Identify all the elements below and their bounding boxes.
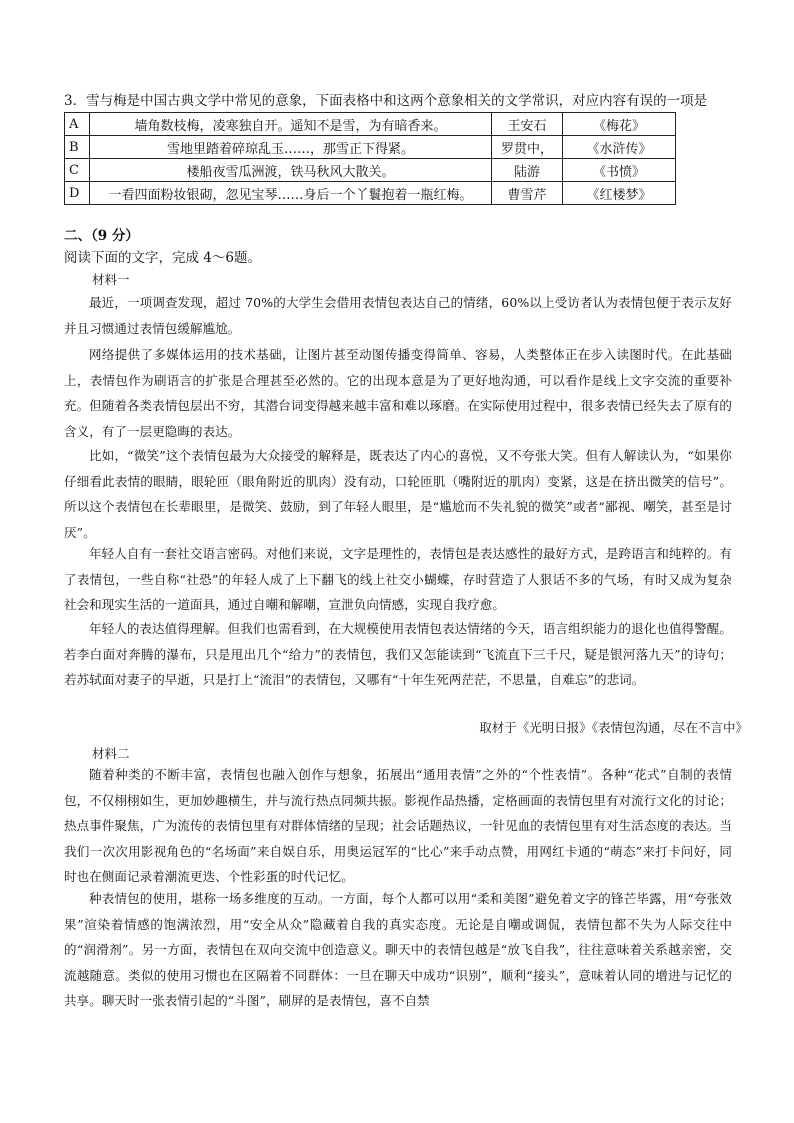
- table-row: [65, 182, 676, 205]
- row-letter: D: [65, 182, 90, 205]
- section-2-instruction: 阅读下面的文字，完成 4～6题。: [64, 250, 261, 266]
- section-2-title: 二、（9 分）: [64, 228, 139, 244]
- material-1-source: 取材于《光明日报》《表情包沟通，尽在不言中》: [479, 720, 748, 735]
- material-1-paragraph: 年轻人的表达值得理解。但我们也需看到，在大规模使用表情包表达情绪的今天，语言组织能力的退化也值得警醒。若李白面对奔腾的瀑布，只是甩出几个“给力”的表情包，我们又怎能读到“飞流直下三千尺，疑是银河落九天”的诗句；若苏轼面对妻子的早逝，只是打上“流泪”的表情包，又哪有“十年生死两茫茫，不思量，自难忘”的悲词。: [64, 621, 732, 688]
- row-verse: 一看四面粉妆银砌，忽见宝琴……身后一个丫鬟抱着一瓶红梅。: [90, 182, 492, 205]
- question-3-table: [64, 112, 676, 205]
- row-work: 《梅花》: [563, 113, 676, 136]
- material-1-paragraph: 比如，“微笑”这个表情包最为大众接受的解释是，既表达了内心的喜悦，又不夸张大笑。但有人解读认为，“如果你仔细看此表情的眼睛，眼轮匝（眼角附近的肌肉）没有动，口轮匝肌（嘴附近的肌肉）变紧，这是在挤出微笑的信号”。所以这个表情包在长辈眼里，是微笑、鼓励，到了年轻人眼里，是“尴尬而不失礼貌的微笑”或者“鄙视、嘲笑，甚至是讨厌”。: [64, 448, 732, 540]
- row-letter: A: [65, 113, 90, 136]
- row-work: 《水浒传》: [563, 136, 676, 159]
- row-verse: 墙角数枝梅，凌寒独自开。遥知不是雪，为有暗香来。: [90, 113, 492, 136]
- table-row: [65, 113, 676, 136]
- table-row: [65, 159, 676, 182]
- material-2-paragraph: 种表情包的使用，堪称一场多维度的互动。一方面，每个人都可以用“柔和美图”避免着文字的锋芒毕露，用“夸张效果”渲染着情感的饱满浓烈，用“安全从众”隐藏着自我的真实态度。无论是自嘲或调侃，表情包都不失为人际交往中的“润滑剂”。另一方面，表情包在双向交流中创造意义。聊天中的表情包越是“放飞自我”，往往意味着关系越亲密，交流越随意。类似的使用习惯也在区隔着不同群体：一旦在聊天中成功“识别”，顺利“接头”，意味着认同的增进与记忆的共享。聊天时一张表情引起的“斗图”，刷屏的是表情包，喜不自禁: [64, 891, 732, 1009]
- row-work: 《红楼梦》: [563, 182, 676, 205]
- material-1-paragraph: 网络提供了多媒体运用的技术基础，让图片甚至动图传播变得简单、容易，人类整体正在步入读图时代。在此基础上，表情包作为刷语言的扩张是合理甚至必然的。它的出现本意是为了更好地沟通，可以看作是线上文字交流的重要补充。但随着各类表情包层出不穷，其潜台词变得越来越丰富和难以琢磨。在实际使用过程中，很多表情已经失去了原有的含义，有了一层更隐晦的表达。: [64, 347, 732, 439]
- row-verse: 雪地里踏着碎琼乱玉……，那雪正下得紧。: [90, 136, 492, 159]
- row-letter: C: [65, 159, 90, 182]
- row-author: 陆游: [492, 159, 563, 182]
- material-2-title: 材料二: [92, 746, 130, 761]
- question-3-prompt: 3．雪与梅是中国古典文学中常见的意象，下面表格中和这两个意象相关的文学常识，对应内容有误的一项是: [64, 93, 708, 109]
- material-1-paragraph: 最近，一项调查发现，超过 70%的大学生会借用表情包表达自己的情绪，60%以上受访者认为表情包便于表示友好并且习惯通过表情包缓解尴尬。: [64, 295, 732, 336]
- row-letter: B: [65, 136, 90, 159]
- material-1-title: 材料一: [92, 272, 130, 287]
- material-1-paragraph: 年轻人自有一套社交语言密码。对他们来说，文字是理性的，表情包是表达感性的最好方式，是跨语言和纯粹的。有了表情包，一些自称“社恐”的年轻人成了上下翻飞的线上社交小蝴蝶，存时营造了人狠话不多的气场，有时又成为复杂社会和现实生活的一道面具，通过自嘲和解嘲，宣泄负向情感，实现自我疗愈。: [64, 546, 732, 613]
- row-author: 王安石: [492, 113, 563, 136]
- row-author: 罗贯中，: [492, 136, 563, 159]
- table-row: [65, 136, 676, 159]
- row-work: 《书愤》: [563, 159, 676, 182]
- row-author: 曹雪芹: [492, 182, 563, 205]
- material-2-paragraph: 随着种类的不断丰富，表情包也融入创作与想象，拓展出“通用表情”之外的“个性表情”。各种“花式”自制的表情包，不仅栩栩如生，更加妙趣横生，并与流行热点同频共振。影视作品热播，定格画面的表情包里有对流行文化的讨论；热点事件聚焦，广为流传的表情包里有对群体情绪的呈现；社会话题热议，一针见血的表情包里有对生活态度的表达。当我们一次次用影视角色的“名场面”来自娱自乐，用奥运冠军的“比心”来手动点赞，用网红卡通的“萌态”来打卡问好，同时也在侧面记录着潮流更迭、个性彩蛋的时代记忆。: [64, 767, 732, 885]
- row-verse: 楼船夜雪瓜洲渡，铁马秋风大散关。: [90, 159, 492, 182]
